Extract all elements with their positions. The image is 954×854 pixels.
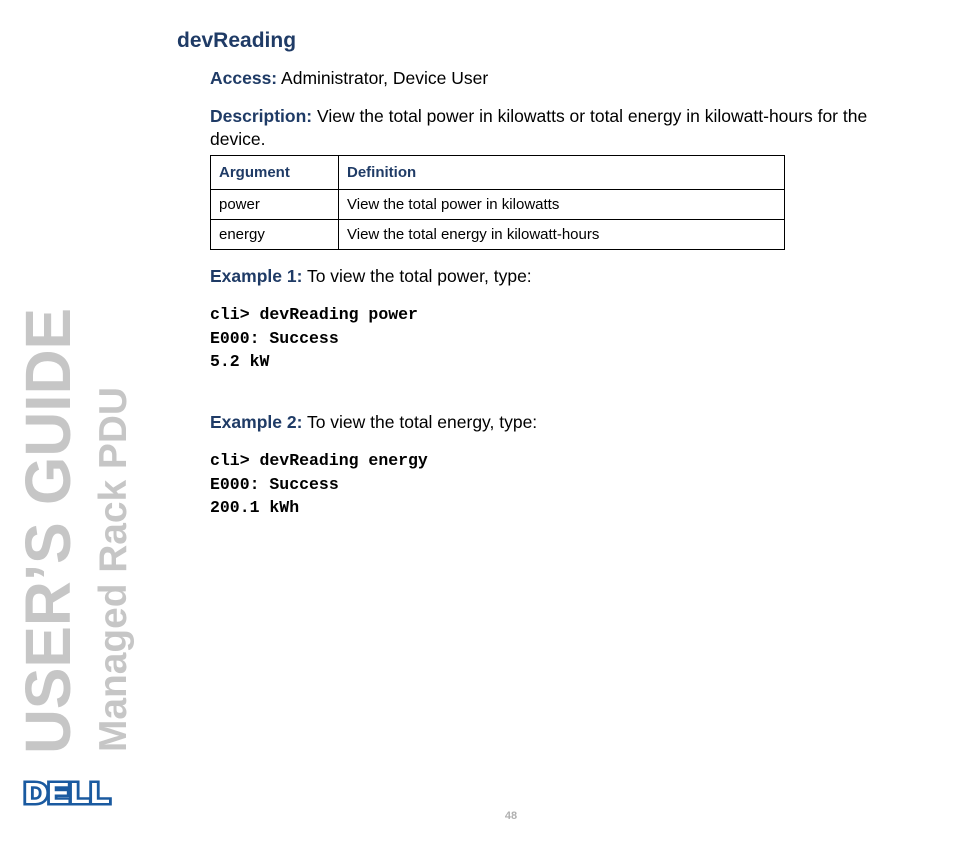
code-line: cli> devReading energy: [210, 451, 428, 470]
example1-paragraph: [210, 265, 910, 288]
code-line: cli> devReading power: [210, 305, 418, 324]
page-number: 48: [504, 810, 518, 822]
access-paragraph: [210, 67, 910, 90]
code-line: E000: Success: [210, 328, 339, 348]
description-paragraph: [210, 105, 910, 151]
dell-logo: [24, 778, 110, 810]
sidebar-subtitle: Managed Rack PDU: [92, 385, 135, 752]
table-cell-argument: energy: [211, 220, 339, 250]
code-line: 200.1 kWh: [210, 498, 300, 517]
example1-text: To view the total power, type:: [302, 266, 532, 286]
table-header-row: [211, 156, 785, 190]
access-text: Administrator, Device User: [277, 68, 489, 88]
table-row: [211, 190, 785, 220]
table-header-definition: Definition: [339, 156, 785, 190]
section-heading: devReading: [177, 29, 297, 52]
table-cell-definition: View the total energy in kilowatt-hours: [339, 220, 785, 250]
sidebar-branding: [0, 0, 140, 854]
table-header-argument: Argument: [211, 156, 339, 190]
example1-code-block: [210, 303, 418, 374]
description-label: Description:: [210, 106, 313, 126]
code-line: E000: Success: [210, 474, 339, 494]
example1-label: Example 1:: [210, 266, 303, 286]
example2-code-block: [210, 449, 428, 520]
description-text: View the total power in kilowatts or total energy in kilowatt-hours for the device.: [210, 106, 868, 149]
example2-paragraph: [210, 411, 910, 434]
dell-logo-text: DELL: [24, 778, 110, 810]
sidebar-graphic: [0, 0, 140, 854]
sidebar-title: USER’S GUIDE: [12, 295, 84, 754]
argument-table: [210, 155, 785, 250]
example2-label: Example 2:: [210, 412, 303, 432]
table-row: [211, 220, 785, 250]
access-label: Access:: [210, 68, 278, 88]
table-cell-definition: View the total power in kilowatts: [339, 190, 785, 220]
example2-text: To view the total energy, type:: [302, 412, 538, 432]
table-cell-argument: power: [211, 190, 339, 220]
code-line: 5.2 kW: [210, 352, 270, 371]
